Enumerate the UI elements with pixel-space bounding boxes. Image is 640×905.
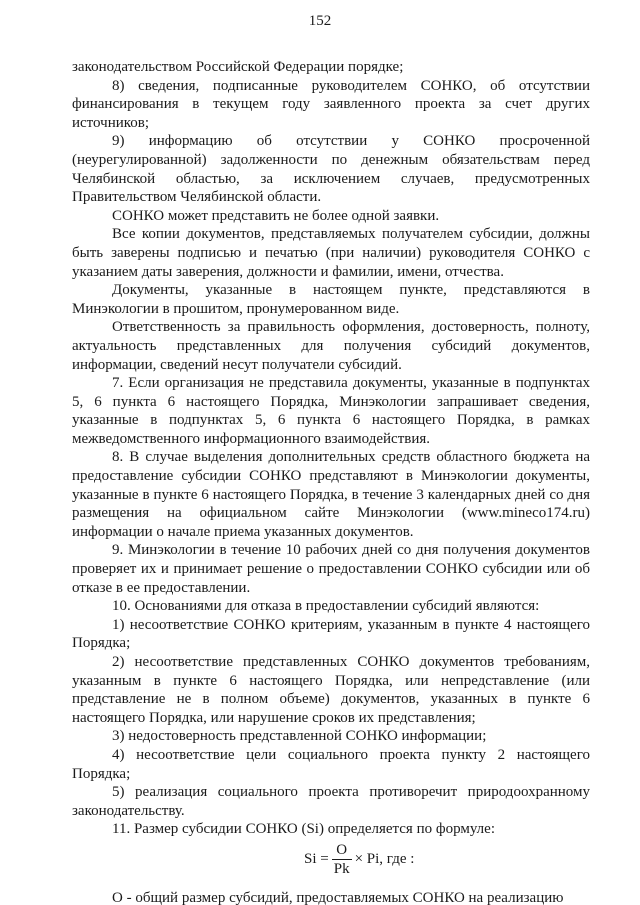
paragraph: 9) информацию об отсутствии у СОНКО просроченной (неурегулированной) задолженности по денежным обязательствам перед Челябинской областью, за исключением случаев, предусмотренных Правительством Челябинской области. [72,133,590,206]
paragraph: законодательством Российской Федерации порядке; [72,59,404,75]
paragraph: 11. Размер субсидии СОНКО (Si) определяется по формуле: [112,821,495,838]
paragraph: Все копии документов, представляемых получателем субсидии, должны быть заверены подписью и печатью (при наличии) руководителя СОНКО с указанием даты заверения, должности и фамилии, имени, отчества. [72,226,590,280]
paragraph: 7. Если организация не представила документы, указанные в подпунктах 5, 6 пункта 6 настоящего Порядка, Минэкологии запрашивает сведения, указанные в подпунктах 5, 6 пункта 6 настоящего Порядка, в рамках межведомственного информационного взаимодействия. [72,375,590,447]
paragraph: 9. Минэкологии в течение 10 рабочих дней со дня получения документов проверяет их и принимает решение о предоставлении СОНКО субсидии или об отказе в ее предоставлении. [72,542,590,596]
paragraph: 5) реализация социального проекта противоречит природоохранному законодательству. [72,784,590,819]
formula-lhs: Si = [304,850,329,867]
paragraph: О - общий размер субсидий, предоставляемых СОНКО на реализацию [112,889,564,905]
paragraph: 8. В случае выделения дополнительных средств областного бюджета на предоставление субсидии СОНКО представляют в Минэкологии документы, указанные в пункте 6 настоящего Порядка, в течение 3 календарных дней со дня размещения на официальном сайте Минэкологии (www.mineco174.ru) информации о начале приема указанных документов. [72,449,590,540]
paragraph: 3) недостоверность представленной СОНКО информации; [112,728,487,745]
document-body [72,58,590,905]
page-number: 152 [308,13,332,29]
paragraph: 1) несоответствие СОНКО критериям, указанным в пункте 4 настоящего Порядка; [72,616,590,652]
formula-fraction [332,841,352,878]
paragraph: 4) несоответствие цели социального проекта пункту 2 настоящего Порядка; [72,746,590,782]
paragraph: 2) несоответствие представленных СОНКО документов требованиям, указанным в пункте 6 настоящего Порядка, или непредставление (или представление не в полном объеме) документов, указанных в пункте 6 настоящего Порядка, или нарушение сроков их представления; [72,654,590,726]
paragraph: Документы, указанные в настоящем пункте, представляются в Минэкологии в прошитом, пронумерованном виде. [72,282,590,317]
paragraph: 10. Основаниями для отказа в предоставлении субсидий являются: [112,598,540,615]
formula-rhs: × Pi, где : [354,850,415,867]
paragraph: 8) сведения, подписанные руководителем СОНКО, об отсутствии финансирования в текущем году заявленного проекта за счет других источников; [72,77,590,131]
formula-numerator: O [336,841,348,858]
formula-denominator: Pk [333,860,350,877]
paragraph: Ответственность за правильность оформления, достоверность, полноту, актуальность представленных для получения субсидий документов, информации, сведений несут получатели субсидий. [72,319,590,373]
paragraph: СОНКО может представить не более одной заявки. [112,207,440,224]
subsidy-formula [72,841,590,885]
